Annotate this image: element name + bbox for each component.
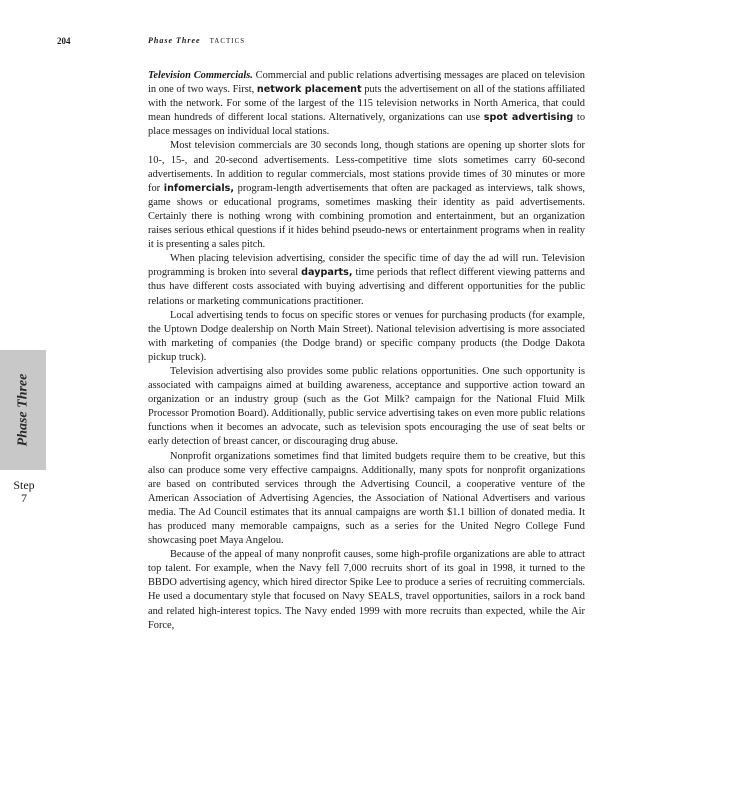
body-text [148, 69, 585, 633]
paragraph-4: Local advertising tends to focus on specific stores or venues for purchasing products (for example, the Uptown Dodge dealership on North Main Street). National television advertising is more associated with marketing of companies (the Dodge brand) or specific company products (the Dodge Dakota pickup truck). [148, 309, 585, 363]
key-term-dayparts: dayparts, [301, 267, 353, 279]
side-tab-label: Phase Three [15, 373, 30, 447]
key-term-infomercials: infomercials, [163, 182, 234, 194]
running-head-phase: Phase Three [148, 36, 201, 45]
running-head-section: TACTICS [209, 37, 246, 45]
step-label [6, 479, 42, 505]
paragraph-6: Nonprofit organizations sometimes find that limited budgets require them to be creative, but this also can produce some very effective campaigns. Additionally, many spots for nonprofit organizations are based on contributed services through the Advertising Council, a cooperative venture of the American Association of Advertising Agencies, the Association of National Advertisers and various media. The Ad Council estimates that its annual campaigns are worth $1.1 billion of donated media. It has produced many memorable campaigns, such as a series for the United Negro College Fund showcasing poet Maya Angelou. [148, 450, 585, 547]
key-term-network-placement: network placement [256, 84, 362, 96]
key-term-spot-advertising: spot advertising [483, 112, 574, 124]
phase-side-tab [0, 350, 46, 470]
running-head [148, 36, 245, 45]
paragraph-3: When placing television advertising, consider the specific time of day the ad will run. Television programming is broken into several dayparts, time periods that reflect different viewing patterns and thus have different costs associated with buying advertising and different opportunities for the public relations or marketing communications practitioner. [148, 253, 585, 307]
paragraph-2: Most television commercials are 30 seconds long, though stations are opening up shorter slots for 10-, 15-, and 20-second advertisements. Less-competitive time slots sometimes carry 60-second advertisements. In addition to regular commercials, most stations provide times of 30 minutes or more for infomercials, program-length advertisements that often are packaged as interviews, talk shows, game shows or educational programs, sometimes masking their identity as paid advertisements. Certainly there is nothing wrong with combining promotion and entertainment, but an organization raises serious ethical questions if it hides behind pseudo-news or entertainment programs when in reality it is presenting a sales pitch. [148, 140, 585, 251]
section-heading: Television Commercials. [148, 70, 253, 81]
step-number: 7 [21, 491, 27, 505]
paragraph-5: Television advertising also provides some public relations opportunities. One such opportunity is associated with campaigns aimed at building awareness, acceptance and supportive action toward an organization or an industry group (such as the Got Milk? campaign for the National Fluid Milk Processor Promotion Board). Additionally, public service advertising takes on even more public relations functions when it becomes an advocate, such as television spots encouraging the use of seat belts or early detection of breast cancer, or discouraging drug abuse. [148, 365, 585, 448]
step-word: Step [13, 478, 35, 492]
paragraph-7: Because of the appeal of many nonprofit causes, some high-profile organizations are able to attract top talent. For example, when the Navy fell 7,000 recruits short of its goal in 1998, it turned to the BBDO advertising agency, which hired director Spike Lee to produce a series of recruiting commercials. He used a documentary style that focused on Navy SEALS, travel opportunities, sailors in a rock band and related high-interest topics. The Navy ended 1999 with more recruits than expected, while the Air Force, [148, 549, 585, 631]
paragraph-1: Television Commercials. Commercial and public relations advertising messages are placed on television in one of two ways. First, network placement puts the advertisement on all of the stations affiliated with the network. For some of the largest of the 115 television networks in North America, that could mean hundreds of different local stations. Alternatively, organizations can use spot advertising to place messages on individual local stations. [148, 70, 586, 138]
page-number: 204 [57, 36, 71, 46]
